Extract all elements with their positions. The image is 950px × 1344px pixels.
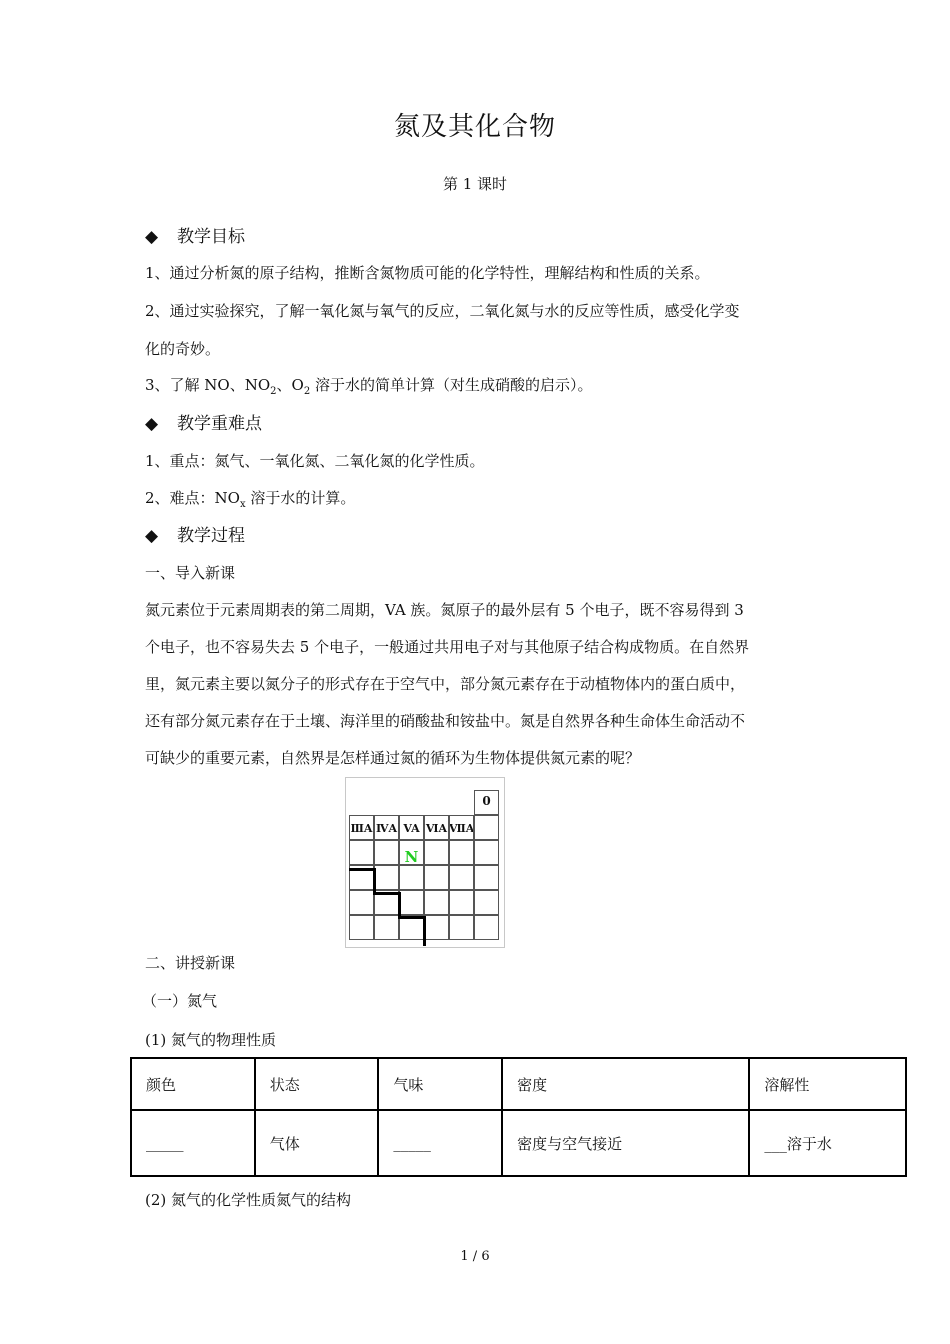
staircase-line <box>398 892 401 918</box>
staircase-line <box>398 916 424 919</box>
table-cell <box>374 915 399 940</box>
paragraph-line: 里，氮元素主要以氮分子的形式存在于空气中，部分氮元素存在于动植物体内的蛋白质中， <box>145 675 746 693</box>
table-cell <box>399 865 424 890</box>
paragraph-line: 个电子，也不容易失去 5 个电子，一般通过共用电子对与其他原子结合构成物质。在自然界 <box>145 638 750 656</box>
periodic-table-figure <box>345 777 505 948</box>
table-cell <box>474 890 499 915</box>
keypoint-item-2-post: 溶于水的计算。 <box>245 489 356 507</box>
page-title: 氮及其化合物 <box>393 112 556 142</box>
group-label: ⅢA <box>350 822 373 835</box>
section-heading-keypoints <box>145 409 262 434</box>
header-cell: 状态 <box>255 1058 379 1110</box>
element-nitrogen: N <box>404 848 419 866</box>
chemical-props-title: (2) 氮气的化学性质氮气的结构 <box>145 1191 352 1209</box>
table-header-row <box>131 1058 906 1110</box>
keypoint-item-2-pre: 2、难点：NO <box>145 489 240 507</box>
group-label: ⅣA <box>375 822 398 835</box>
group-zero-label: 0 <box>482 794 491 808</box>
table-cell <box>424 915 449 940</box>
subscript: 2 <box>303 386 311 397</box>
section-heading-process <box>145 521 245 546</box>
table-cell <box>424 890 449 915</box>
value-cell: 气体 <box>255 1110 379 1176</box>
table-cell <box>424 815 449 840</box>
table-cell <box>449 890 474 915</box>
table-cell <box>424 840 449 865</box>
diamond-bullet-icon: ◆ <box>145 414 159 434</box>
table-cell <box>349 840 374 865</box>
header-cell: 气味 <box>378 1058 502 1110</box>
properties-table <box>130 1057 907 1177</box>
diamond-bullet-icon: ◆ <box>145 227 159 247</box>
goal-item-3-pre: 3、了解 NO、NO <box>145 376 271 394</box>
staircase-line <box>349 868 374 871</box>
group-label: ⅦA <box>449 822 475 835</box>
goal-item-3-mid: 、O <box>276 376 304 394</box>
subsection-nitrogen: （一）氮气 <box>142 992 218 1010</box>
table-cell <box>449 840 474 865</box>
table-cell <box>474 815 499 840</box>
page-number: 1 / 6 <box>460 1249 490 1264</box>
table-cell <box>474 915 499 940</box>
heading-text: 教学重难点 <box>177 414 262 434</box>
subscript: 2 <box>270 386 277 397</box>
goal-item-3 <box>145 374 593 397</box>
group-label: ⅥA <box>425 822 448 835</box>
table-cell <box>449 815 474 840</box>
diamond-bullet-icon: ◆ <box>145 526 159 546</box>
keypoint-item-2 <box>145 487 355 510</box>
paragraph-line: 还有部分氮元素存在于土壤、海洋里的硝酸盐和铵盐中。氮是自然界各种生命体生命活动不 <box>145 712 746 730</box>
goal-item-1: 1、通过分析氮的原子结构，推断含氮物质可能的化学特性，理解结构和性质的关系。 <box>145 264 710 282</box>
table-cell <box>349 815 374 840</box>
part-heading-intro: 一、导入新课 <box>145 564 236 582</box>
table-cell <box>474 865 499 890</box>
keypoint-item-1: 1、重点：氮气、一氧化氮、二氧化氮的化学性质。 <box>145 452 485 470</box>
goal-item-2-line1: 2、通过实验探究，了解一氧化氮与氧气的反应，二氧化氮与水的反应等性质，感受化学变 <box>145 302 740 320</box>
table-cell <box>449 915 474 940</box>
physical-props-title: (1) 氮气的物理性质 <box>145 1031 277 1049</box>
table-row <box>131 1110 906 1176</box>
table-cell <box>349 890 374 915</box>
header-cell: 溶解性 <box>749 1058 906 1110</box>
page-subtitle: 第 1 课时 <box>442 175 508 193</box>
heading-text: 教学目标 <box>177 227 245 247</box>
staircase-line <box>423 916 426 946</box>
heading-text: 教学过程 <box>177 526 245 546</box>
table-cell <box>399 815 424 840</box>
goal-item-3-post: 溶于水的简单计算（对生成硝酸的启示）。 <box>310 376 593 394</box>
table-cell <box>399 890 424 915</box>
staircase-line <box>373 868 376 894</box>
value-cell: 密度与空气接近 <box>502 1110 749 1176</box>
table-cell <box>374 815 399 840</box>
section-heading-goals <box>145 222 245 247</box>
value-cell: _____ <box>131 1110 255 1176</box>
part-heading-new-lesson: 二、讲授新课 <box>145 954 236 972</box>
paragraph-line: 可缺少的重要元素，自然界是怎样通过氮的循环为生物体提供氮元素的呢？ <box>145 749 641 767</box>
value-cell: _____ <box>378 1110 502 1176</box>
value-cell: ___溶于水 <box>749 1110 906 1176</box>
staircase-line <box>373 892 399 895</box>
table-cell <box>474 840 499 865</box>
header-cell: 密度 <box>502 1058 749 1110</box>
table-cell <box>449 865 474 890</box>
group-label: VA <box>403 822 420 835</box>
subscript: x <box>239 499 246 510</box>
table-cell <box>424 865 449 890</box>
goal-item-2-line2: 化的奇妙。 <box>145 340 221 358</box>
table-cell <box>374 865 399 890</box>
table-cell <box>349 915 374 940</box>
header-cell: 颜色 <box>131 1058 255 1110</box>
paragraph-line: 氮元素位于元素周期表的第二周期，VA 族。氮原子的最外层有 5 个电子，既不容易得到 3 <box>145 601 744 619</box>
table-cell <box>374 840 399 865</box>
